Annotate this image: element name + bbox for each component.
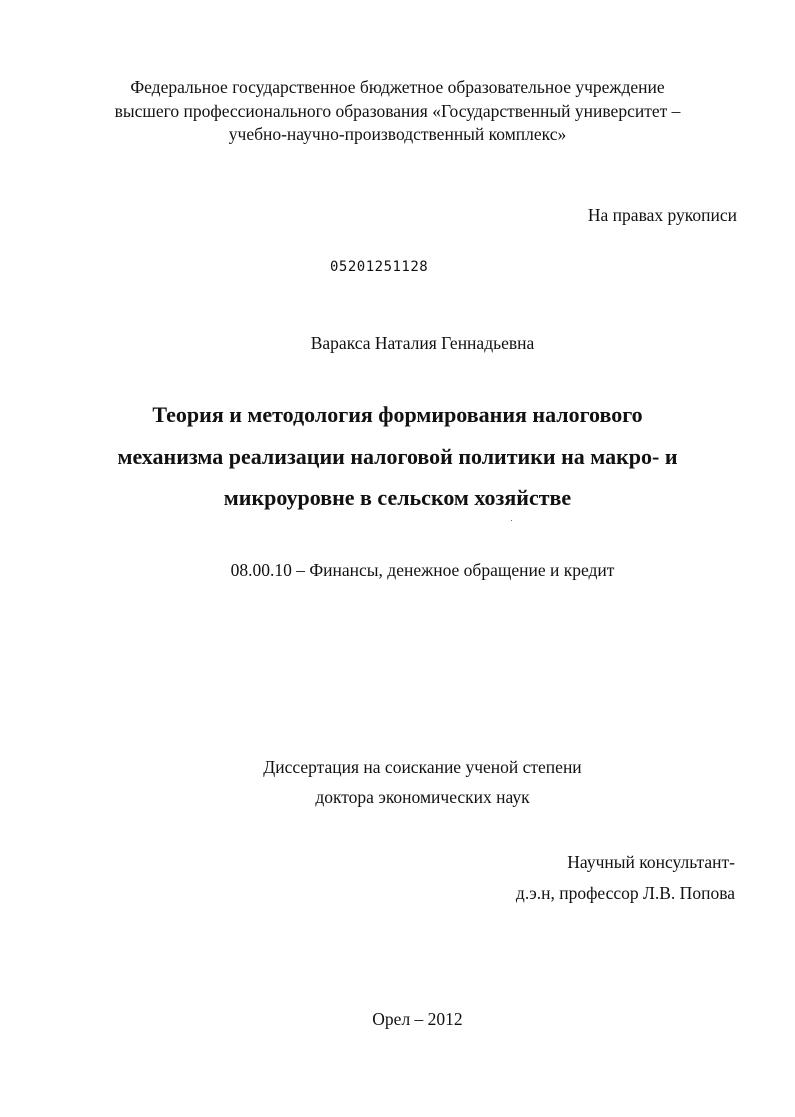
institution-line: Федеральное государственное бюджетное образовательное учреждение [130,77,665,97]
registration-code: 05201251128 [330,259,429,275]
specialty-code: 08.00.10 – Финансы, денежное обращение и кредит [230,560,615,580]
title-line: Теория и методология формирования налогового [152,402,643,427]
degree-statement [0,752,795,812]
city-year: Орел – 2012 [372,1009,463,1029]
institution-line: высшего профессионального образования «Государственный университет – [114,100,681,121]
scan-speck [511,520,512,521]
title-line: микроуровне в сельском хозяйстве [223,485,572,510]
dissertation-title [60,394,735,519]
advisor-line: д.э.н, профессор Л.В. Попова [515,883,735,903]
rights-note: На правах рукописи [587,205,737,225]
title-line: механизма реализации налоговой политики на макро- и [117,443,678,469]
degree-line: Диссертация на соискание ученой степени [263,757,582,777]
author-name: Варакса Наталия Геннадьевна [310,333,535,353]
scientific-advisor [516,847,735,909]
institution-line: учебно-научно-производственный комплекс» [228,124,567,144]
institution-name [60,76,735,147]
advisor-line: Научный консультант- [567,852,735,872]
degree-line: доктора экономических наук [315,787,530,807]
